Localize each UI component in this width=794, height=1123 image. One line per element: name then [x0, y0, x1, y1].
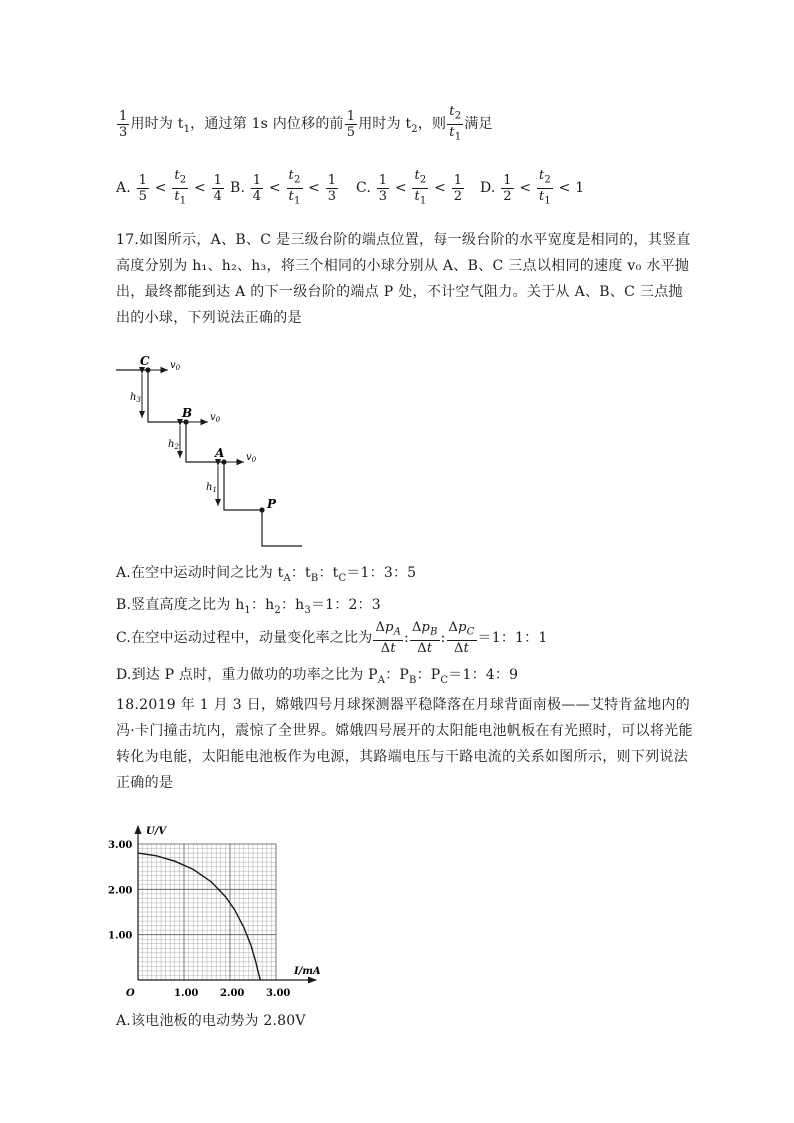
q17-option-d[interactable]: D.到达 P 点时，重力做功的功率之比为 $P_A$：$P_B$：$P_C=1$：4：9 [116, 667, 519, 686]
fraction-one-third: $\frac{1}{3}$ [119, 108, 128, 140]
y-tick-label: 3.00 [108, 840, 133, 851]
point-a [221, 459, 226, 464]
label-v0-c: $v_0$ [170, 360, 181, 372]
label-v0-a: $v_0$ [246, 452, 257, 464]
stair-outline [116, 370, 302, 546]
q17-stairs-figure [110, 350, 310, 550]
q17-option-c[interactable]: C.在空中运动过程中，动量变化率之比为 $\frac{\Delta p_A}{\Delta t}$ : $\frac{\Delta p_B}{\Delta t}$ : $\frac{\Delta p_C}{\Delta t}$ ＝1：1：1 [116, 620, 548, 656]
y-axis-arrow [135, 825, 142, 834]
q17-stem: 17.如图所示，A、B、C 是三级台阶的端点位置，每一级台阶的水平宽度是相同的，其竖直高度分别为 h₁、h₂、h₃，将三个相同的小球分别从 A、B、C 三点以相同的速度 v₀ 水平抛出，最终都能到达 A 的下一级台阶的端点 P 处，不计空气阻力。关于从 A、B、C 三点抛出的小球，下列说法正确的是 [116, 232, 691, 326]
label-p: P [267, 497, 277, 511]
q16-option-c[interactable]: C. $\frac{1}{3}$ < $\frac{t_2}{t_1}$ < $\frac{1}{2}$ [356, 168, 463, 207]
label-a: A [215, 446, 225, 460]
point-p [259, 507, 264, 512]
point-c [145, 367, 150, 372]
label-h1: $h_1$ [206, 482, 217, 494]
q16-option-b[interactable]: B. $\frac{1}{4}$ < $\frac{t_2}{t_1}$ < $\frac{1}{3}$ [230, 168, 337, 207]
fraction-t2-over-t1: $\frac{t_2}{t_1}$ [449, 104, 462, 143]
x-tick-label: 3.00 [266, 988, 291, 999]
fraction-one-fifth: $\frac{1}{5}$ [346, 108, 356, 140]
point-b [183, 419, 188, 424]
origin-label: O [126, 988, 135, 999]
q18-option-a[interactable]: A.该电池板的电动势为 2.80V [116, 1013, 306, 1029]
q16-option-a[interactable]: A. $\frac{1}{5}$ < $\frac{t_2}{t_1}$ < $\frac{1}{4}$ [116, 168, 223, 207]
x-axis-arrow [308, 977, 317, 984]
ui-chart [108, 820, 328, 1000]
x-axis-label: I/mA [294, 966, 321, 977]
x-tick-label: 2.00 [220, 988, 245, 999]
q16-option-d[interactable]: D. $\frac{1}{2}$ < $\frac{t_2}{t_1}$ < 1 [480, 168, 585, 207]
y-tick-label: 2.00 [108, 885, 133, 897]
x-tick-label: 1.00 [174, 988, 199, 999]
q17-option-a[interactable]: A.在空中运动时间之比为 $t_A$：$t_B$：$t_C=1$：3：5 [116, 565, 417, 584]
label-h3: $h_3$ [130, 392, 141, 404]
q17-option-b[interactable]: B.竖直高度之比为 $h_1$：$h_2$：$h_3=1$：2：3 [116, 597, 381, 616]
q16-stem-tail: $\frac{1}{3}$ 用时为 $t_1$，通过第 1s 内位移的前 $\frac{1}{5}$ 用时为 $t_2$，则 $\frac{t_2}{t_1}$ 满足 [119, 104, 493, 143]
label-b: B [182, 406, 193, 420]
label-h2: $h_2$ [168, 439, 179, 451]
q18-stem: 18.2019 年 1 月 3 日，嫦娥四号月球探测器平稳降落在月球背面南极——艾特肯盆地内的冯·卡门撞击坑内，震惊了全世界。嫦娥四号展开的太阳能电池帆板在有光照时，可以将光能转化为电能，太阳能电池板作为电源，其路端电压与干路电流的关系如图所示，则下列说法正确的是 [116, 697, 693, 791]
y-axis-label: U/V [146, 826, 167, 837]
y-tick-label: 1.00 [108, 930, 133, 942]
label-c: C [140, 354, 150, 368]
label-v0-b: $v_0$ [210, 412, 221, 424]
